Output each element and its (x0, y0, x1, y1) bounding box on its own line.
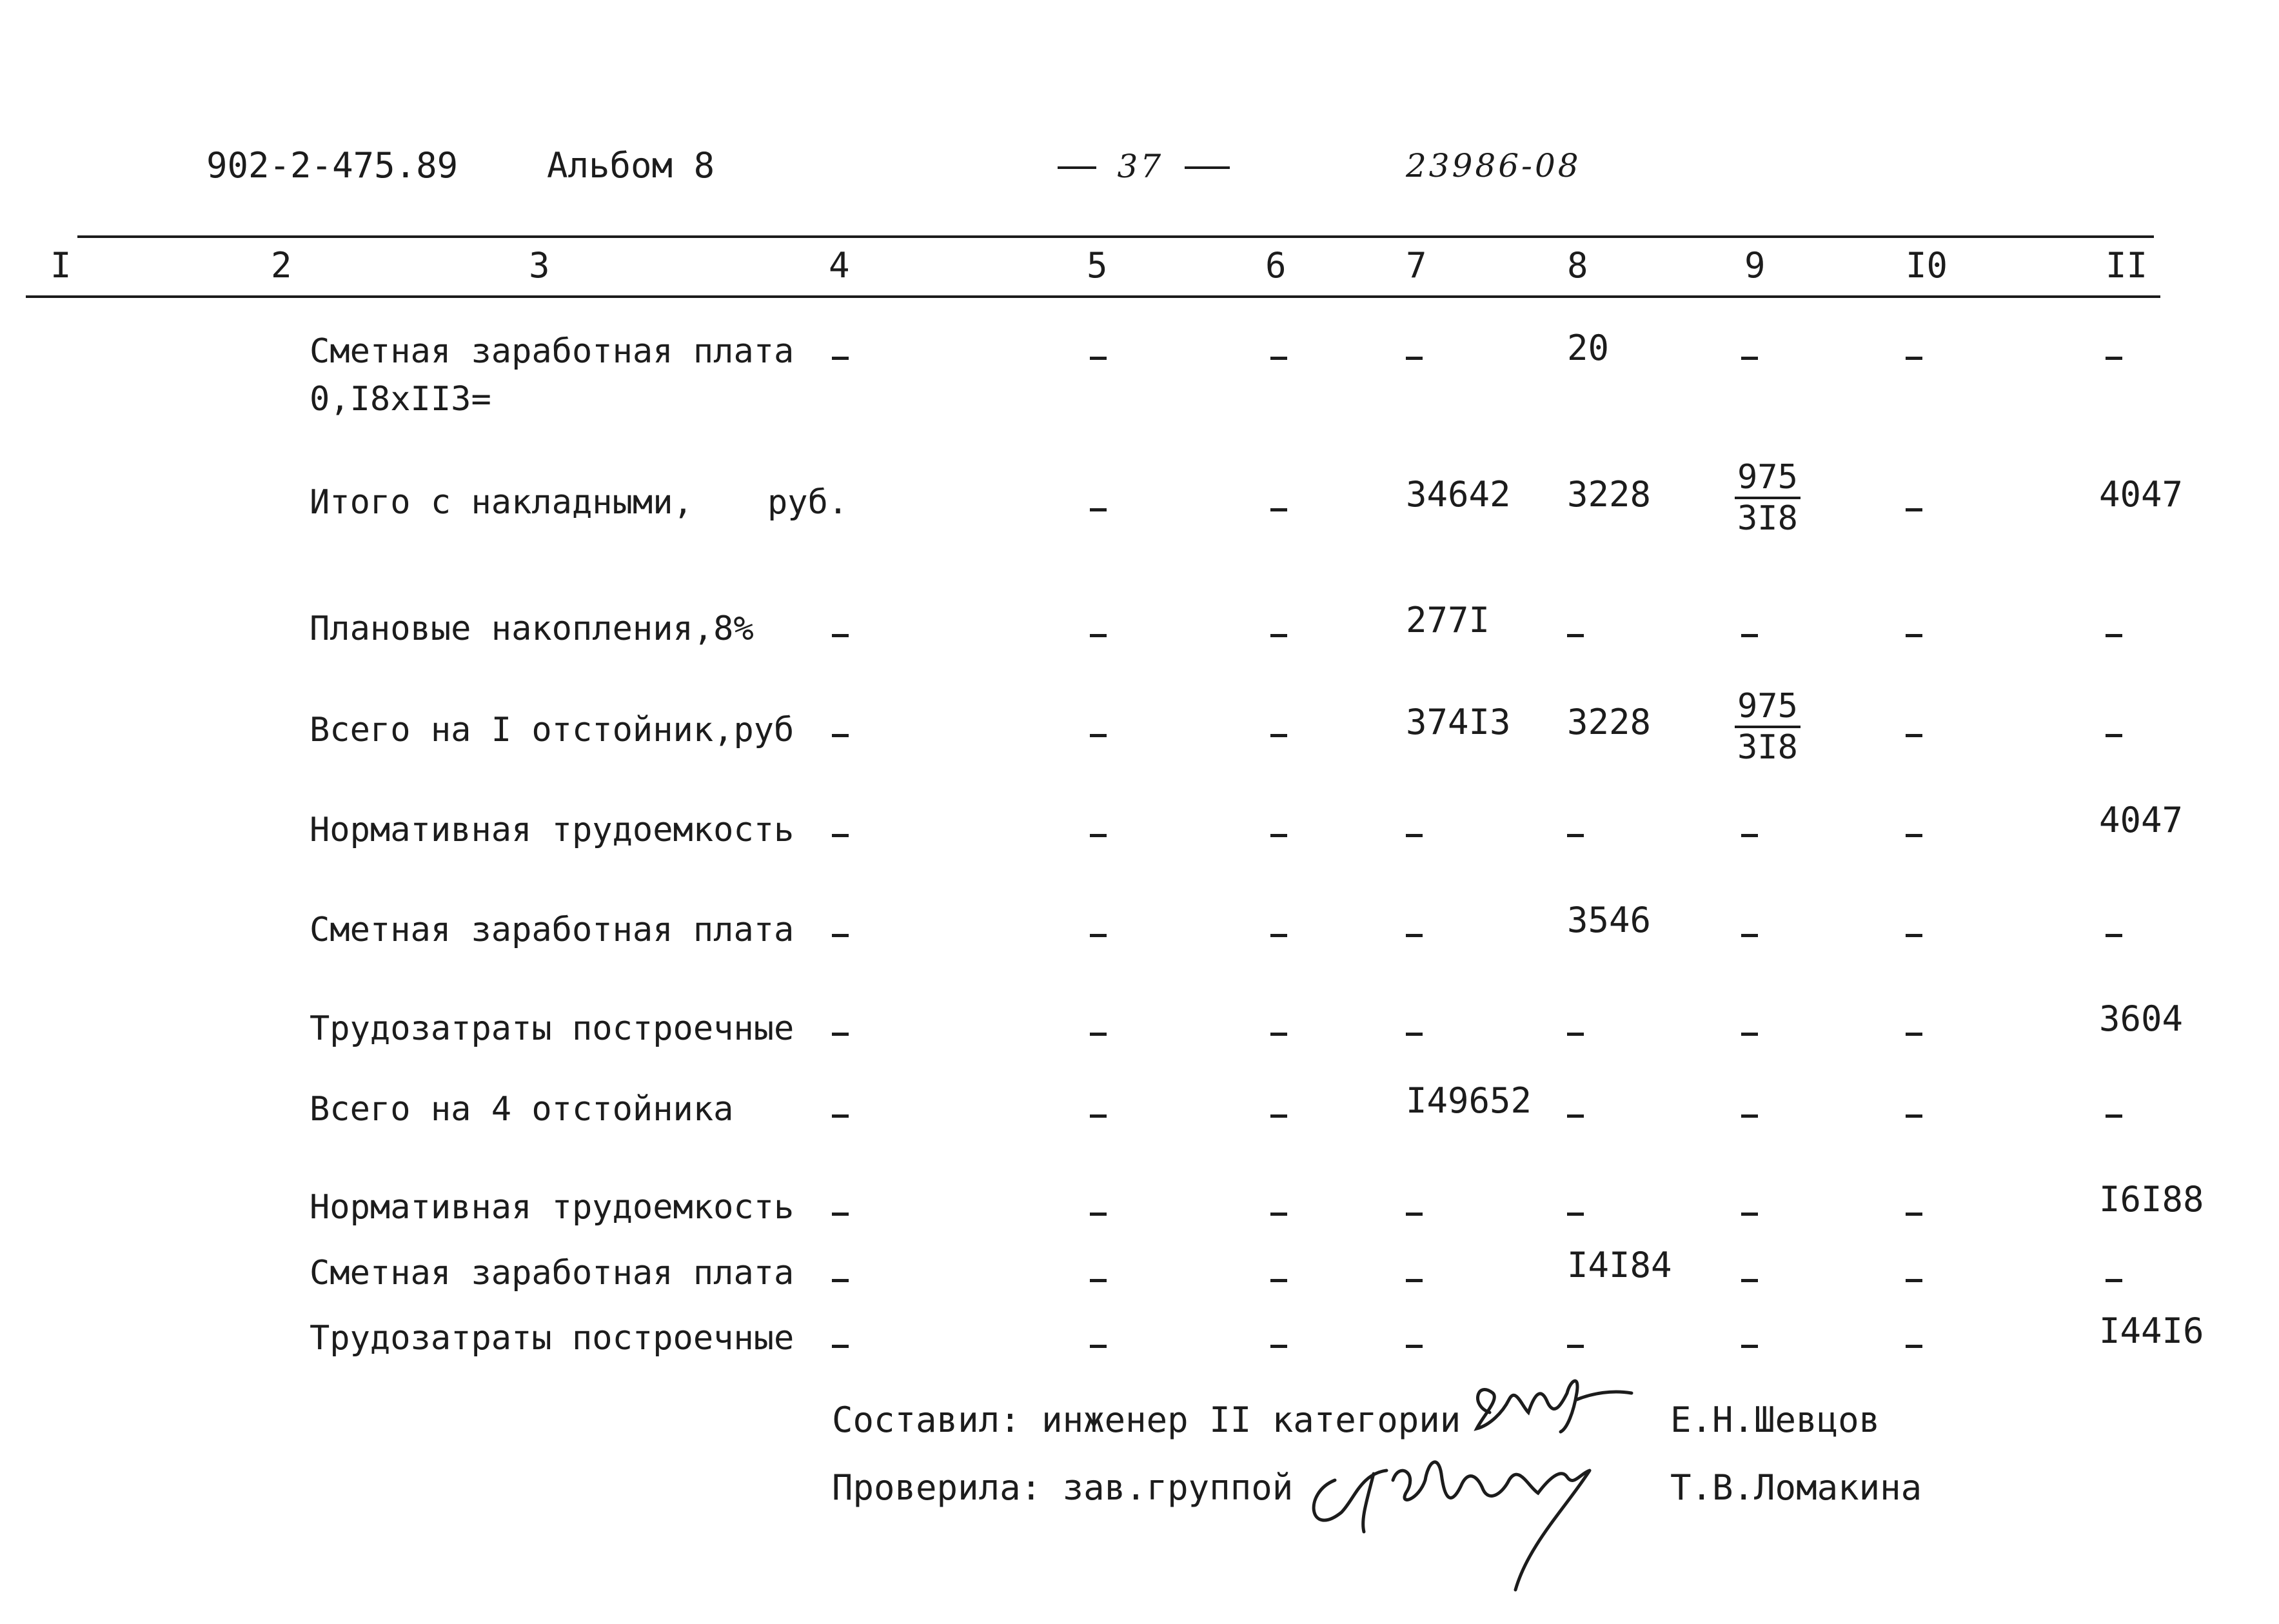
cell-value: 277I (1406, 600, 1490, 640)
row-label (310, 328, 794, 423)
cell-dash (2106, 335, 2122, 376)
cell-dash (832, 1258, 849, 1298)
cell-value: I44I6 (2099, 1311, 2204, 1351)
cell-dash (1270, 1191, 1287, 1232)
cell-value: I49652 (1406, 1080, 1532, 1121)
column-header-3: 3 (529, 245, 550, 286)
row-label: Нормативная трудоемкость (310, 1188, 794, 1227)
cell-dash (832, 335, 849, 376)
cell-dash (1090, 813, 1107, 853)
cell-dash (832, 913, 849, 953)
row-label: Сметная заработная плата (310, 911, 794, 949)
cell-dash (1270, 1323, 1287, 1364)
cell-value: 3228 (1567, 474, 1652, 515)
cell-dash (1270, 913, 1287, 953)
cell-value: 374I3 (1406, 702, 1511, 742)
cell-dash (1567, 1323, 1584, 1364)
cell-dash (1270, 713, 1287, 753)
cell-dash (1090, 613, 1107, 653)
cell-dash (2106, 913, 2122, 953)
cell-dash (832, 713, 849, 753)
fraction-denominator: 3I8 (1737, 499, 1798, 538)
cell-dash (1090, 487, 1107, 528)
cell-dash (1906, 713, 1922, 753)
column-header-2: 2 (271, 245, 292, 286)
cell-dash (1406, 813, 1423, 853)
cell-value: 3604 (2099, 998, 2184, 1039)
cell-value: 34642 (1406, 474, 1511, 515)
cell-dash (1741, 1011, 1758, 1052)
cell-dash (1406, 1258, 1423, 1298)
cell-value: I6I88 (2099, 1179, 2204, 1220)
cell-dash (1906, 335, 1922, 376)
table-header-rule (26, 295, 2160, 298)
fraction-denominator: 3I8 (1737, 728, 1798, 767)
cell-dash (1906, 1093, 1922, 1134)
cell-dash (832, 1093, 849, 1134)
album-label: Альбом 8 (547, 145, 715, 186)
project-number: 23986-08 (1406, 147, 1581, 184)
page-number (1058, 145, 1230, 186)
cell-dash (1090, 1093, 1107, 1134)
cell-dash (1906, 1258, 1922, 1298)
column-header-1: I (50, 245, 72, 286)
cell-dash (1270, 613, 1287, 653)
cell-dash (1741, 913, 1758, 953)
cell-value: 4047 (2099, 474, 2184, 515)
cell-dash (832, 1011, 849, 1052)
cell-dash (832, 813, 849, 853)
cell-dash (1906, 1011, 1922, 1052)
cell-dash (1906, 913, 1922, 953)
cell-dash (1270, 1011, 1287, 1052)
table-top-rule (77, 235, 2154, 238)
cell-dash (1270, 813, 1287, 853)
cell-dash (1406, 1011, 1423, 1052)
cell-dash (1090, 713, 1107, 753)
row-label-line: Сметная заработная плата (310, 332, 794, 371)
cell-value: 3228 (1567, 702, 1652, 742)
cell-dash (1567, 1093, 1584, 1134)
cell-dash (1406, 335, 1423, 376)
cell-dash (1741, 1191, 1758, 1232)
cell-dash (1906, 487, 1922, 528)
cell-dash (1090, 335, 1107, 376)
compiled-by-label: Составил: инженер II категории (832, 1400, 1461, 1440)
cell-value: 4047 (2099, 800, 2184, 840)
cell-dash (1090, 1258, 1107, 1298)
cell-dash (832, 613, 849, 653)
row-label: Нормативная трудоемкость (310, 811, 794, 849)
cell-dash (1741, 813, 1758, 853)
cell-dash (1567, 613, 1584, 653)
cell-value: 3546 (1567, 900, 1652, 940)
compiled-by-name: Е.Н.Шевцов (1670, 1400, 1880, 1440)
cell-dash (1270, 1258, 1287, 1298)
cell-value: I4I84 (1567, 1245, 1672, 1285)
signature-checked (1296, 1435, 1644, 1603)
column-header-9: 9 (1744, 245, 1766, 286)
cell-fraction (1735, 687, 1801, 767)
column-header-6: 6 (1265, 245, 1287, 286)
cell-dash (1270, 1093, 1287, 1134)
cell-dash (2106, 713, 2122, 753)
row-label: Итого с накладными, (310, 483, 693, 522)
cell-value: 20 (1567, 328, 1610, 368)
cell-dash (1090, 1011, 1107, 1052)
row-label: Трудозатраты построечные (310, 1009, 794, 1048)
cell-dash (1406, 913, 1423, 953)
cell-dash (2106, 1093, 2122, 1134)
cell-dash (832, 1323, 849, 1364)
cell-dash (1906, 1191, 1922, 1232)
cell-dash (1270, 487, 1287, 528)
cell-dash (1741, 613, 1758, 653)
cell-dash (2106, 613, 2122, 653)
cell-dash (1906, 613, 1922, 653)
page-number-value: 37 (1117, 148, 1164, 185)
fraction-numerator: 975 (1735, 458, 1801, 499)
cell-dash (1741, 1093, 1758, 1134)
column-header-11: II (2106, 245, 2148, 286)
cell-dash (1090, 1323, 1107, 1364)
column-header-4: 4 (829, 245, 850, 286)
cell-dash (1741, 1258, 1758, 1298)
cell-dash (1406, 1323, 1423, 1364)
checked-by-name: Т.В.Ломакина (1670, 1467, 1922, 1508)
row-label-unit: руб. (767, 483, 849, 522)
cell-dash (1270, 335, 1287, 376)
cell-dash (1567, 1011, 1584, 1052)
cell-dash (1567, 1191, 1584, 1232)
checked-by-label: Проверила: зав.группой (832, 1467, 1294, 1508)
column-header-7: 7 (1406, 245, 1427, 286)
cell-dash (1741, 335, 1758, 376)
cell-dash (1090, 1191, 1107, 1232)
row-label: Трудозатраты построечные (310, 1319, 794, 1358)
row-label-formula: 0,I8xII3= (310, 380, 491, 419)
cell-dash (1406, 1191, 1423, 1232)
column-header-10: I0 (1906, 245, 1948, 286)
row-label: Всего на 4 отстойника (310, 1090, 734, 1129)
row-label: Сметная заработная плата (310, 1254, 794, 1292)
cell-fraction (1735, 458, 1801, 538)
column-header-5: 5 (1087, 245, 1108, 286)
cell-dash (1090, 913, 1107, 953)
cell-dash (1906, 813, 1922, 853)
cell-dash (1567, 813, 1584, 853)
fraction-numerator: 975 (1735, 687, 1801, 728)
row-label: Всего на I отстойник,руб (310, 711, 794, 749)
cell-dash (1741, 1323, 1758, 1364)
row-label: Плановые накопления,8% (310, 609, 754, 648)
document-code: 902-2-475.89 (206, 145, 459, 186)
cell-dash (1906, 1323, 1922, 1364)
column-header-8: 8 (1567, 245, 1588, 286)
cell-dash (832, 1191, 849, 1232)
cell-dash (2106, 1258, 2122, 1298)
